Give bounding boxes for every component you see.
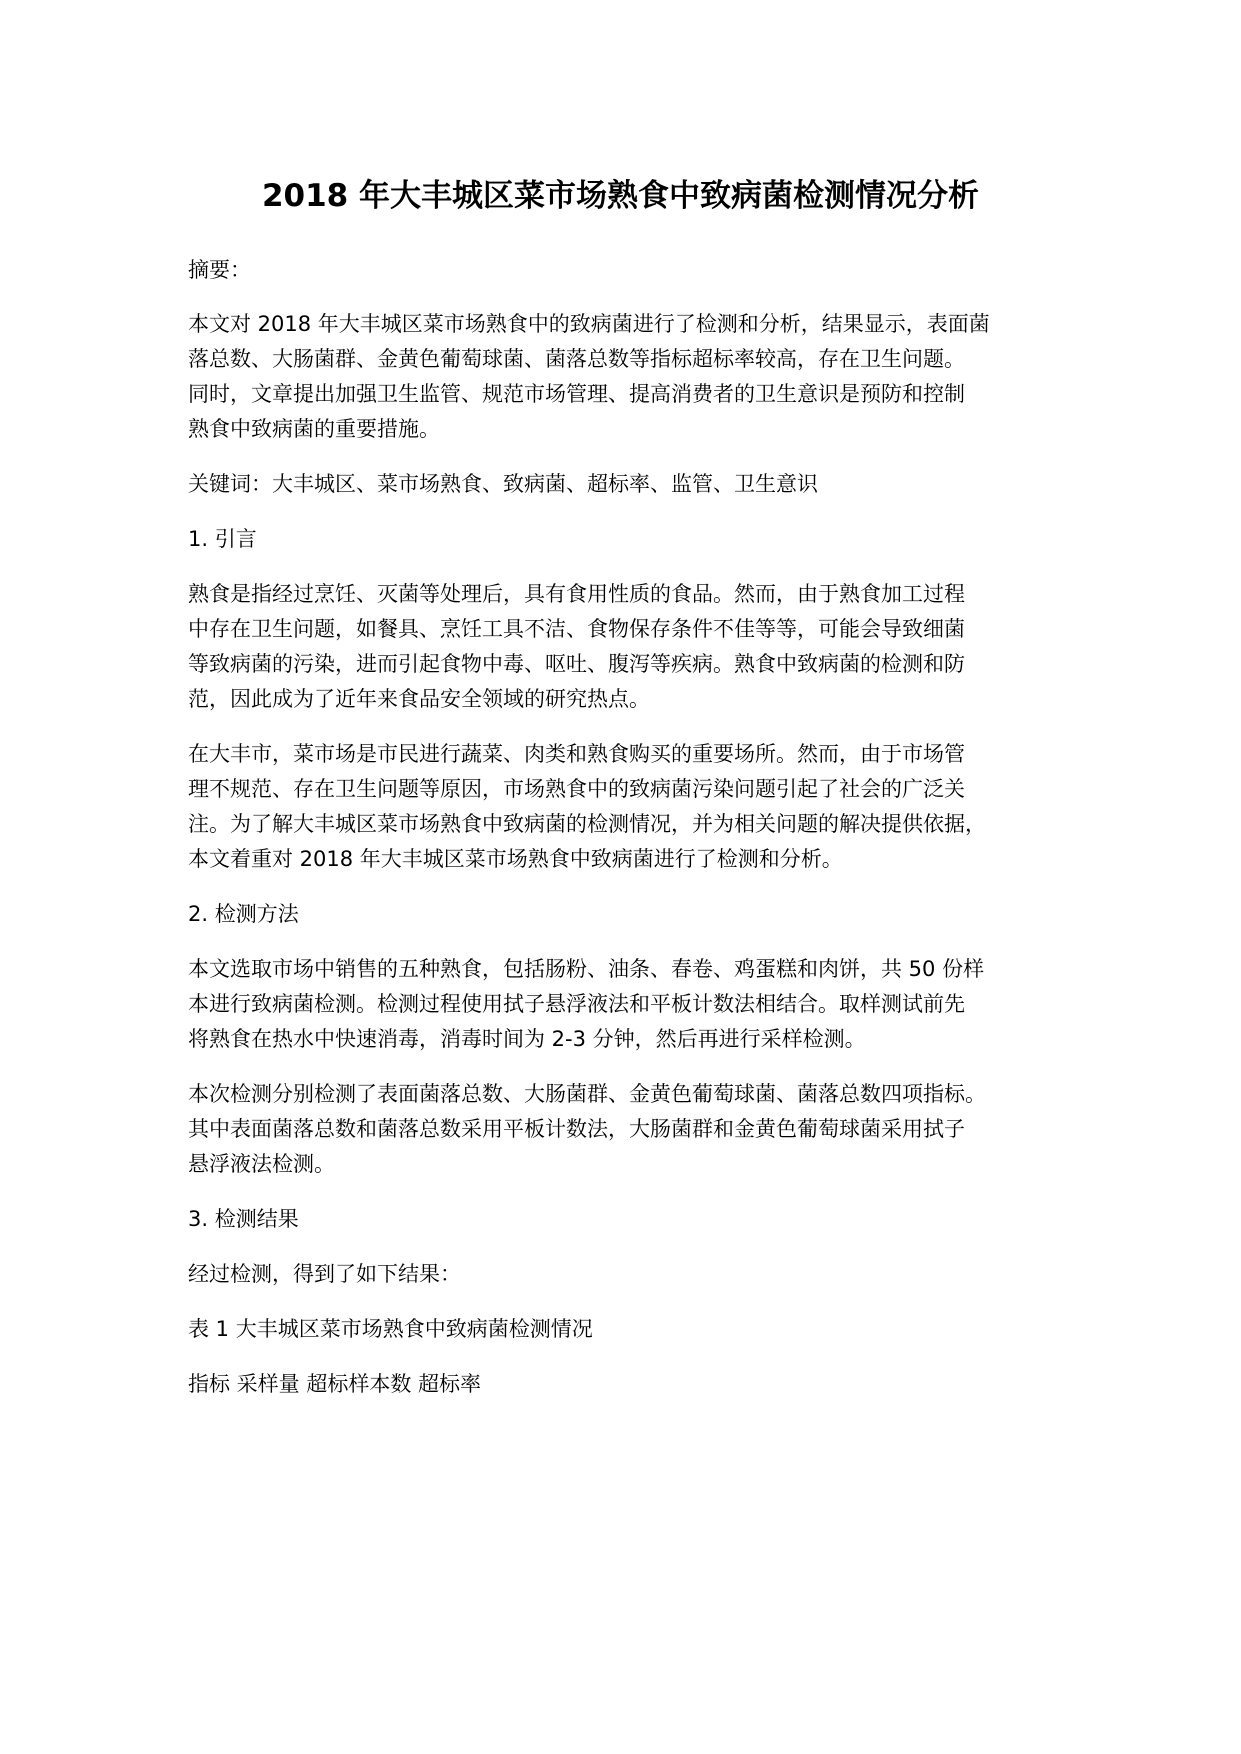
paragraph-line: 本进行致病菌检测。检测过程使用拭子悬浮液法和平板计数法相结合。取样测试前先 (188, 992, 965, 1016)
paragraph-line: 本文选取市场中销售的五种熟食，包括肠粉、油条、春卷、鸡蛋糕和肉饼，共 50 份样 (188, 957, 985, 981)
table-caption: 表 1 大丰城区菜市场熟食中致病菌检测情况 (188, 1317, 593, 1341)
paragraph-line: 悬浮液法检测。 (188, 1152, 335, 1176)
paragraph-line: 注。为了解大丰城区菜市场熟食中致病菌的检测情况，并为相关问题的解决提供依据， (188, 812, 986, 836)
paragraph-line: 在大丰市，菜市场是市民进行蔬菜、肉类和熟食购买的重要场所。然而，由于市场管 (188, 742, 965, 766)
abstract-line: 同时，文章提出加强卫生监管、规范市场管理、提高消费者的卫生意识是预防和控制 (188, 382, 965, 406)
paragraph-line: 将熟食在热水中快速消毒，消毒时间为 2-3 分钟，然后再进行采样检测。 (188, 1027, 866, 1051)
table-header-row: 指标 采样量 超标样本数 超标率 (188, 1372, 482, 1396)
paragraph-line: 本次检测分别检测了表面菌落总数、大肠菌群、金黄色葡萄球菌、菌落总数四项指标。 (188, 1082, 986, 1106)
section-heading-methods: 2. 检测方法 (188, 902, 299, 926)
paragraph-line: 本文着重对 2018 年大丰城区菜市场熟食中致病菌进行了检测和分析。 (188, 847, 843, 871)
section-heading-introduction: 1. 引言 (188, 527, 257, 551)
abstract-line: 落总数、大肠菌群、金黄色葡萄球菌、菌落总数等指标超标率较高，存在卫生问题。 (188, 347, 965, 371)
paragraph-line: 等致病菌的污染，进而引起食物中毒、呕吐、腹泻等疾病。熟食中致病菌的检测和防 (188, 652, 965, 676)
keywords: 关键词：大丰城区、菜市场熟食、致病菌、超标率、监管、卫生意识 (188, 472, 818, 496)
abstract-line: 本文对 2018 年大丰城区菜市场熟食中的致病菌进行了检测和分析，结果显示，表面菌 (188, 312, 990, 336)
document-title: 2018 年大丰城区菜市场熟食中致病菌检测情况分析 (261, 178, 980, 214)
paragraph-line: 理不规范、存在卫生问题等原因，市场熟食中的致病菌污染问题引起了社会的广泛关 (188, 777, 965, 801)
paragraph-line: 其中表面菌落总数和菌落总数采用平板计数法，大肠菌群和金黄色葡萄球菌采用拭子 (188, 1117, 965, 1141)
paragraph-line: 范，因此成为了近年来食品安全领域的研究热点。 (188, 687, 650, 711)
paragraph-line: 中存在卫生问题，如餐具、烹饪工具不洁、食物保存条件不佳等等，可能会导致细菌 (188, 617, 965, 641)
abstract-heading: 摘要： (188, 258, 251, 282)
paragraph-line: 熟食是指经过烹饪、灭菌等处理后，具有食用性质的食品。然而，由于熟食加工过程 (188, 582, 965, 606)
results-intro: 经过检测，得到了如下结果： (188, 1262, 461, 1286)
abstract-line: 熟食中致病菌的重要措施。 (188, 417, 440, 441)
section-heading-results: 3. 检测结果 (188, 1207, 299, 1231)
